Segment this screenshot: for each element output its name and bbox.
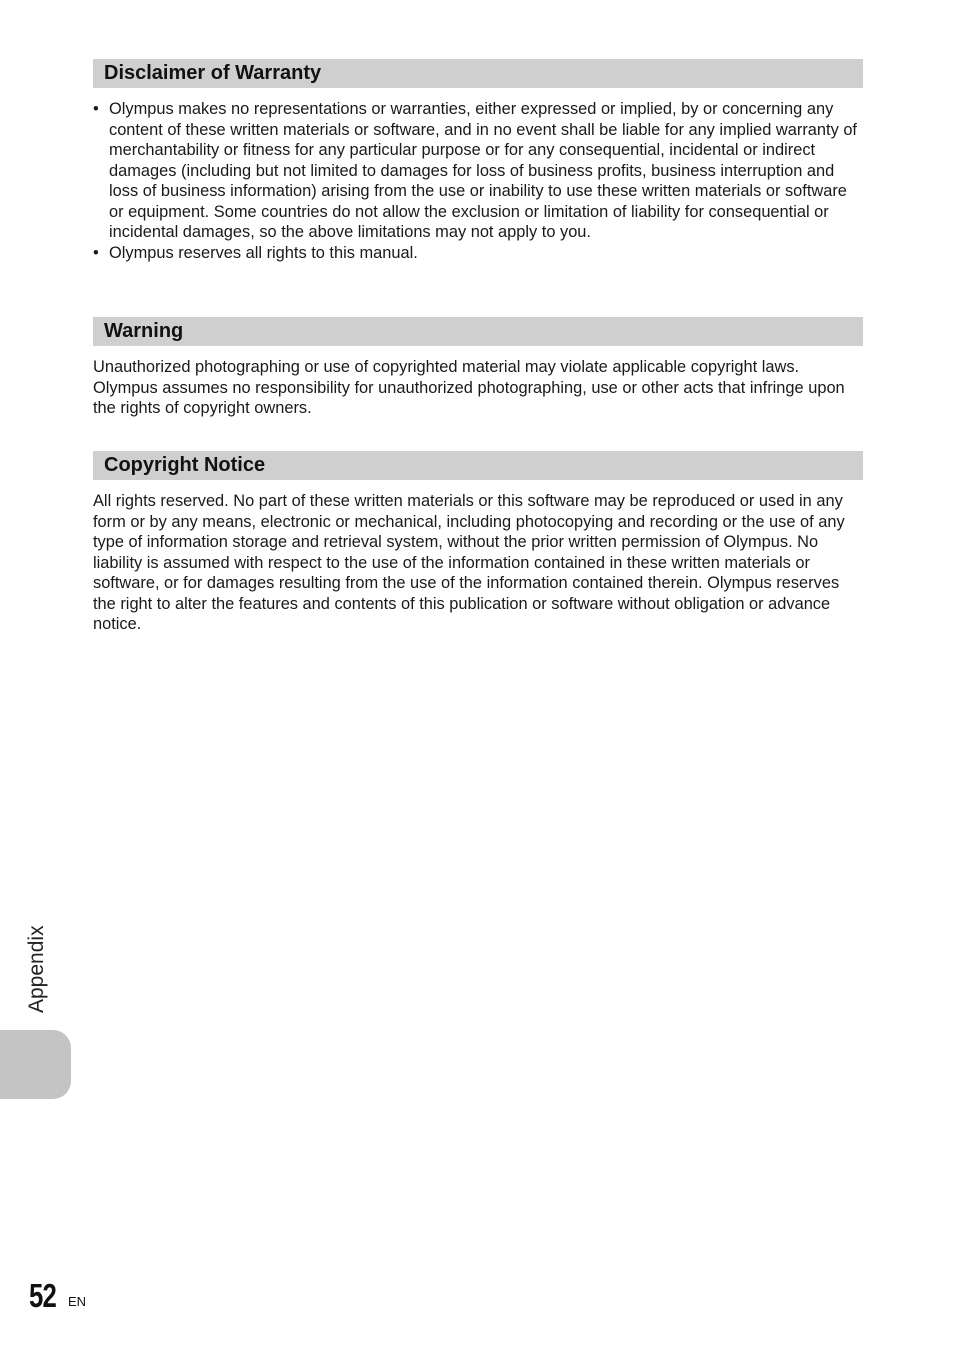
disclaimer-list	[93, 99, 863, 263]
page-number: 52	[29, 1277, 57, 1314]
appendix-side-label: Appendix	[25, 925, 48, 1013]
warning-heading: Warning	[93, 317, 863, 346]
disclaimer-heading: Disclaimer of Warranty	[93, 59, 863, 88]
page-language-code: EN	[68, 1294, 87, 1309]
list-item: • Olympus reserves all rights to this manual.	[93, 243, 863, 264]
warning-body: Unauthorized photographing or use of copyrighted material may violate applicable copyright laws. Olympus assumes no responsibility for unauthorized photographing, use or other acts that infringe upon the rights of copyright owners.	[93, 358, 845, 417]
copyright-heading: Copyright Notice	[93, 451, 863, 480]
copyright-body: All rights reserved. No part of these written materials or this software may be reproduced or used in any form or by any means, electronic or mechanical, including photocopying and recording or the use of any type of information storage and retrieval system, without the prior written permission of Olympus. No liability is assumed with respect to the use of the information contained in these written materials or software, or for damages resulting from the use of the information contained therein. Olympus reserves the right to alter the features and contents of this publication or software without obligation or advance notice.	[93, 492, 845, 633]
appendix-tab-marker	[0, 1030, 71, 1099]
list-item: • Olympus makes no representations or warranties, either expressed or implied, by or concerning any content of these written materials or software, and in no event shall be liable for any implied warranty of merchantability or fitness for any particular purpose or for any consequential, incidental or indirect damages (including but not limited to damages for loss of business profits, business interruption and loss of business information) arising from the use or inability to use these written materials or software or equipment. Some countries do not allow the exclusion or limitation of liability for consequential or incidental damages, so the above limitations may not apply to you.	[93, 99, 863, 243]
